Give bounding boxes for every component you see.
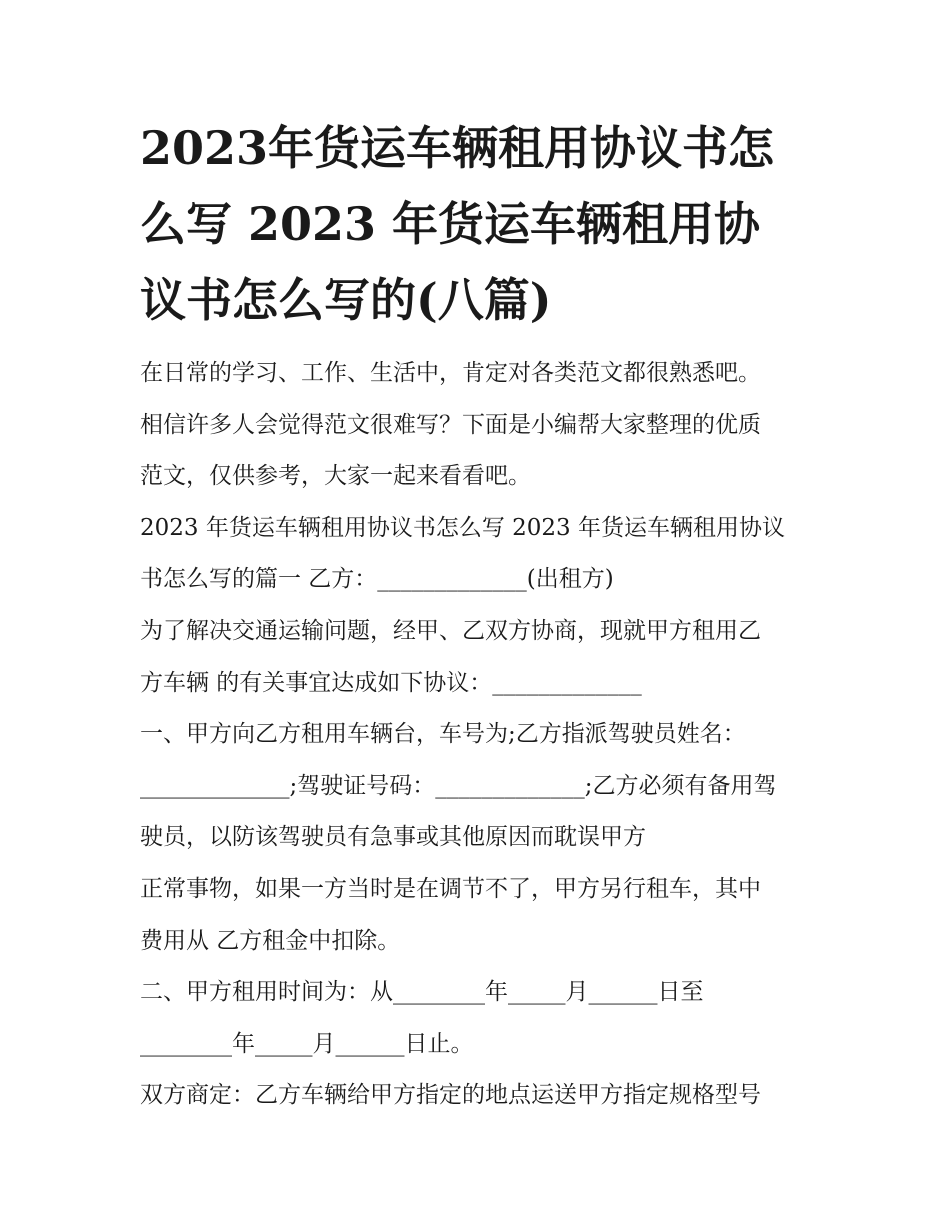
document-page <box>140 110 820 1122</box>
body-line: 一、甲方向乙方租用车辆台，车号为;乙方指派驾驶员姓名： <box>140 721 746 748</box>
body-line: 驶员，以防该驾驶员有急事或其他原因而耽误甲方 <box>140 824 646 851</box>
body-line: 2023 年货运车辆租用协议书怎么写 2023 年货运车辆租用协议 <box>140 514 785 541</box>
body-line: 费用从 乙方租金中扣除。 <box>140 927 401 954</box>
document-title <box>140 110 820 338</box>
body-line: ________年_____月______日止。 <box>140 1030 474 1057</box>
title-line-2: 么写 2023 年货运车辆租用协 <box>140 197 761 251</box>
body-line: 二、甲方租用时间为：从________年_____月______日至 <box>140 979 704 1006</box>
body-line: 相信许多人会觉得范文很难写？下面是小编帮大家整理的优质 <box>140 411 761 438</box>
body-line: 为了解决交通运输问题，经甲、乙双方协商，现就甲方租用乙 <box>140 617 761 644</box>
body-line: 书怎么写的篇一 乙方：_____________(出租方) <box>140 566 614 593</box>
body-line: _____________;驾驶证号码：_____________;乙方必须有备用驾 <box>140 772 777 799</box>
title-line-3: 议书怎么写的(八篇) <box>140 273 552 327</box>
body-line: 方车辆 的有关事宜达成如下协议：_____________ <box>140 669 642 696</box>
body-line: 在日常的学习、工作、生活中，肯定对各类范文都很熟悉吧。 <box>140 360 761 386</box>
body-line: 正常事物，如果一方当时是在调节不了，甲方另行租车，其中 <box>140 875 761 902</box>
document-body <box>140 348 820 1122</box>
body-line: 双方商定：乙方车辆给甲方指定的地点运送甲方指定规格型号 <box>140 1082 761 1109</box>
body-line: 范文，仅供参考，大家一起来看看吧。 <box>140 463 531 490</box>
title-line-1: 2023年货运车辆租用协议书怎 <box>140 121 775 175</box>
